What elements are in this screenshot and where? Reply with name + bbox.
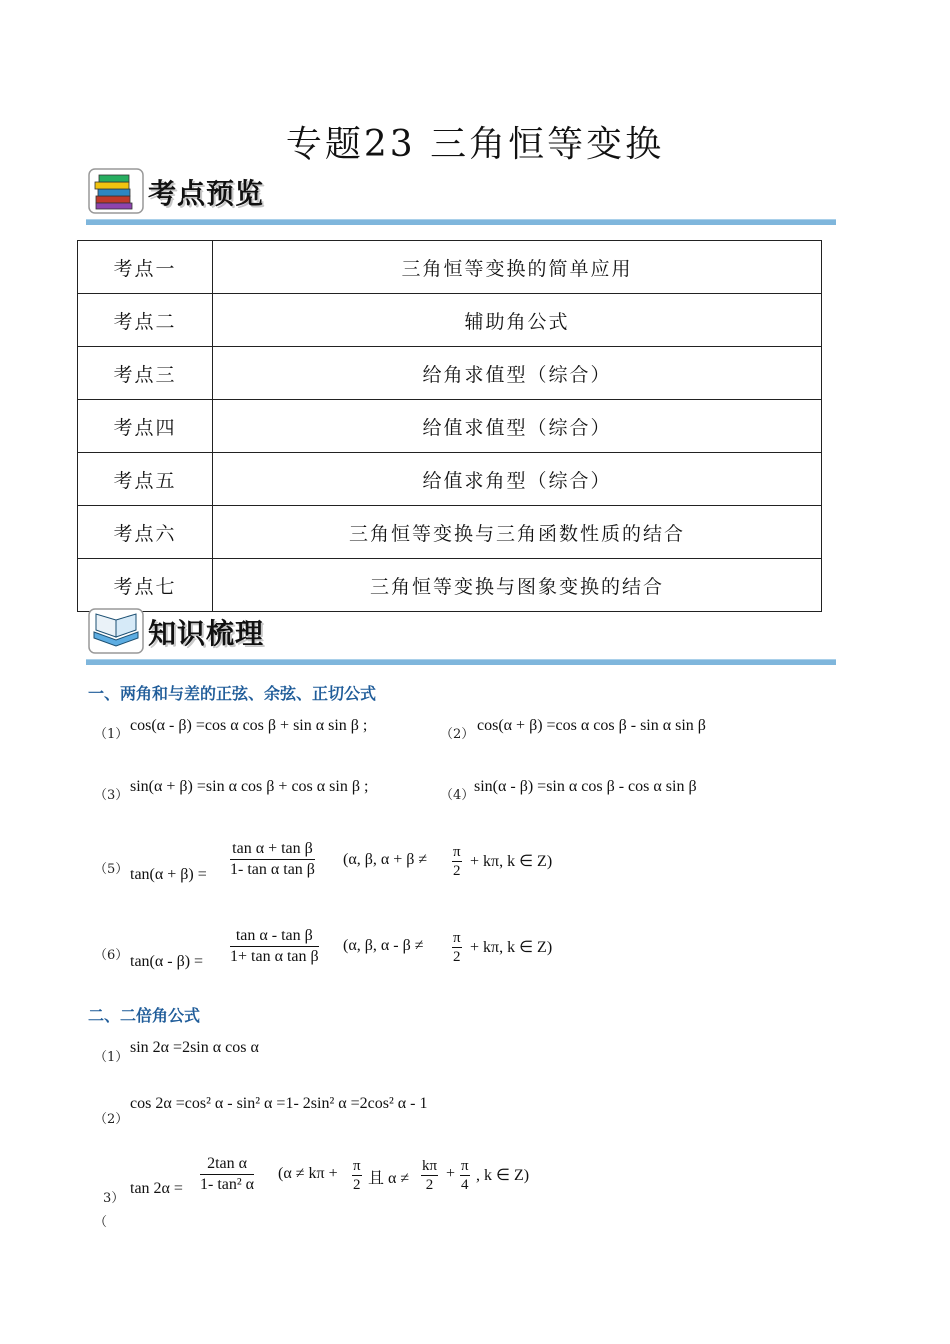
table-row bbox=[78, 294, 822, 347]
topic-key: 考点一 bbox=[78, 241, 213, 294]
formula-number: （2） bbox=[440, 727, 475, 742]
formula-condition: + kπ, k ∈ Z) bbox=[470, 853, 553, 870]
fraction bbox=[230, 840, 315, 879]
formula-lhs: tan(α + β) = bbox=[130, 866, 207, 883]
numerator: tan α - tan β bbox=[230, 927, 319, 947]
formula: sin(α - β) =sin α cos β - cos α sin β bbox=[474, 778, 697, 795]
formula: sin 2α =2sin α cos α bbox=[130, 1039, 259, 1056]
section-heading: 二、二倍角公式 bbox=[88, 1006, 201, 1025]
fraction bbox=[200, 1155, 254, 1194]
banner-title: 知识梳理 bbox=[148, 617, 265, 650]
topic-value: 给值求角型（综合） bbox=[213, 453, 822, 506]
page-title: 专题23 三角恒等变换 bbox=[285, 124, 665, 165]
formula-number: （1） bbox=[94, 727, 129, 742]
table-row bbox=[78, 241, 822, 294]
pi-over-2: $\frac{\pi}{2}$ bbox=[453, 930, 461, 965]
topic-key: 考点四 bbox=[78, 400, 213, 453]
numerator: 2tan α bbox=[200, 1155, 254, 1175]
table-row bbox=[78, 453, 822, 506]
section-heading: 一、两角和与差的正弦、余弦、正切公式 bbox=[88, 684, 377, 703]
topic-key: 考点七 bbox=[78, 559, 213, 612]
kpi-over-2: $\frac{k\pi}{2}$ bbox=[422, 1158, 438, 1193]
formula-number: （2） bbox=[94, 1112, 129, 1127]
formula-number: （ bbox=[94, 1215, 108, 1230]
topic-key: 考点三 bbox=[78, 347, 213, 400]
table-row bbox=[78, 506, 822, 559]
table-row bbox=[78, 400, 822, 453]
fraction bbox=[230, 927, 319, 966]
formula-number: （1） bbox=[94, 1050, 129, 1065]
formula-condition: (α, β, α + β ≠ bbox=[343, 851, 428, 868]
topic-value: 三角恒等变换与图象变换的结合 bbox=[213, 559, 822, 612]
banner-title: 考点预览 bbox=[148, 177, 265, 210]
numerator: tan α + tan β bbox=[230, 840, 315, 860]
pi-over-2: $\frac{\pi}{2}$ bbox=[353, 1158, 361, 1193]
open-book-icon bbox=[88, 608, 144, 654]
banner-underline bbox=[86, 219, 836, 225]
topic-value: 给角求值型（综合） bbox=[213, 347, 822, 400]
formula-number: （5） bbox=[94, 862, 129, 877]
formula: cos(α + β) =cos α cos β - sin α sin β bbox=[477, 717, 706, 734]
topic-value: 给值求值型（综合） bbox=[213, 400, 822, 453]
formula-condition: + kπ, k ∈ Z) bbox=[470, 939, 553, 956]
table-row bbox=[78, 347, 822, 400]
formula-lhs: tan(α - β) = bbox=[130, 953, 204, 970]
formula-lhs: tan 2α = bbox=[130, 1180, 183, 1197]
denominator: 1- tan² α bbox=[200, 1176, 255, 1193]
formula-number: （3） bbox=[94, 788, 129, 803]
topic-key: 考点五 bbox=[78, 453, 213, 506]
formula: cos(α - β) =cos α cos β + sin α sin β ; bbox=[130, 717, 368, 734]
formula-condition: + bbox=[446, 1165, 456, 1182]
topic-value: 三角恒等变换与三角函数性质的结合 bbox=[213, 506, 822, 559]
pi-over-2: $\frac{\pi}{2}$ bbox=[453, 844, 461, 879]
topics-table bbox=[77, 240, 822, 612]
denominator: 1+ tan α tan β bbox=[230, 948, 319, 965]
topic-key: 考点二 bbox=[78, 294, 213, 347]
topic-key: 考点六 bbox=[78, 506, 213, 559]
topic-value: 三角恒等变换的简单应用 bbox=[213, 241, 822, 294]
denominator: 1- tan α tan β bbox=[230, 861, 315, 878]
formula: cos 2α =cos² α - sin² α =1- 2sin² α =2cos² α - 1 bbox=[130, 1095, 428, 1112]
pi-over-4: $\frac{\pi}{4}$ bbox=[461, 1158, 469, 1193]
topic-value: 辅助角公式 bbox=[213, 294, 822, 347]
formula-number: （4） bbox=[440, 788, 475, 803]
formula-condition: 且 α ≠ bbox=[368, 1170, 410, 1187]
formula-number: （6） bbox=[94, 948, 129, 963]
formula-condition: (α, β, α - β ≠ bbox=[343, 937, 424, 954]
formula-condition: , k ∈ Z) bbox=[476, 1167, 530, 1184]
section-banner-preview bbox=[86, 164, 836, 228]
books-icon bbox=[88, 168, 144, 214]
banner-underline bbox=[86, 659, 836, 665]
section-banner-knowledge bbox=[86, 604, 836, 668]
formula-condition: (α ≠ kπ + bbox=[278, 1165, 338, 1182]
formula-number: 3） bbox=[103, 1191, 125, 1206]
formula: sin(α + β) =sin α cos β + cos α sin β ; bbox=[130, 778, 369, 795]
